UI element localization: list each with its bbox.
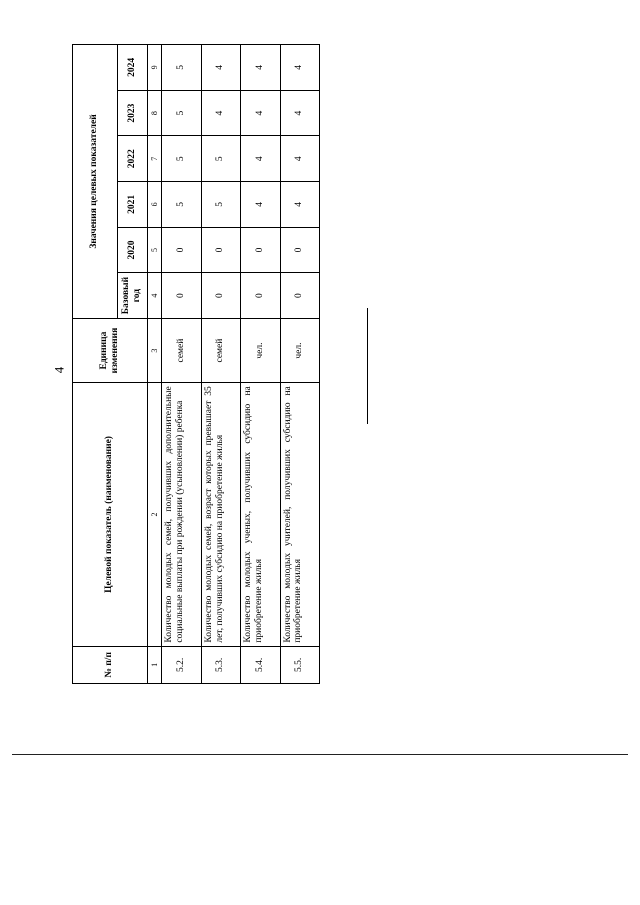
row-value: 4 <box>241 90 280 136</box>
table-row <box>241 45 280 684</box>
column-number: 6 <box>147 182 162 228</box>
row-unit: семей <box>162 318 201 382</box>
row-value: 5 <box>201 182 240 228</box>
row-name: Количество молодых семей, возраст которых превышает 35 лет, получивших субсидию на приобретение жилья <box>201 383 240 646</box>
column-number: 2 <box>147 383 162 646</box>
header-row <box>73 45 118 684</box>
row-value: 0 <box>241 273 280 319</box>
page-number: 4 <box>51 366 67 374</box>
header-year: 2024 <box>117 45 147 91</box>
row-value: 4 <box>241 182 280 228</box>
target-indicators-table <box>72 44 320 684</box>
row-value: 4 <box>280 182 320 228</box>
row-unit: семей <box>201 318 240 382</box>
table-row <box>162 45 201 684</box>
column-number: 8 <box>147 90 162 136</box>
row-value: 0 <box>162 227 201 273</box>
row-value: 4 <box>201 90 240 136</box>
row-value: 0 <box>280 227 320 273</box>
row-value: 4 <box>241 136 280 182</box>
target-indicators-table-container <box>72 44 320 684</box>
column-number: 7 <box>147 136 162 182</box>
column-number: 4 <box>147 273 162 319</box>
row-value: 5 <box>201 136 240 182</box>
row-num: 5.3. <box>201 646 240 683</box>
separator-rule <box>367 308 368 424</box>
header-values-group: Значения целевых показателей <box>73 45 118 319</box>
row-value: 5 <box>162 182 201 228</box>
row-value: 0 <box>280 273 320 319</box>
table-row <box>280 45 320 684</box>
row-value: 0 <box>162 273 201 319</box>
row-name: Количество молодых ученых, получивших субсидию на приобретение жилья <box>241 383 280 646</box>
row-name: Количество молодых семей, получивших дополнительные социальные выплаты при рождении (усыновлении) ребенка <box>162 383 201 646</box>
row-unit: чел. <box>280 318 320 382</box>
row-name: Количество молодых учителей, получивших субсидию на приобретение жилья <box>280 383 320 646</box>
header-num: № п/п <box>73 646 148 683</box>
header-year: 2023 <box>117 90 147 136</box>
header-name: Целевой показатель (наименование) <box>73 383 148 646</box>
header-unit: Единица изменения <box>73 318 148 382</box>
row-num: 5.5. <box>280 646 320 683</box>
row-value: 0 <box>201 227 240 273</box>
row-value: 5 <box>162 45 201 91</box>
header-year: 2020 <box>117 227 147 273</box>
row-value: 0 <box>201 273 240 319</box>
row-value: 5 <box>162 90 201 136</box>
column-number: 1 <box>147 646 162 683</box>
table-row <box>201 45 240 684</box>
row-unit: чел. <box>241 318 280 382</box>
column-number: 9 <box>147 45 162 91</box>
header-year: 2021 <box>117 182 147 228</box>
header-base-year: Базовый год <box>117 273 147 319</box>
column-number: 5 <box>147 227 162 273</box>
row-value: 4 <box>280 90 320 136</box>
page-divider-line <box>12 754 628 755</box>
row-value: 4 <box>241 45 280 91</box>
row-value: 4 <box>280 136 320 182</box>
row-value: 4 <box>201 45 240 91</box>
header-year: 2022 <box>117 136 147 182</box>
column-number: 3 <box>147 318 162 382</box>
column-numbers-row <box>147 45 162 684</box>
row-num: 5.2. <box>162 646 201 683</box>
row-value: 4 <box>280 45 320 91</box>
row-value: 5 <box>162 136 201 182</box>
row-num: 5.4. <box>241 646 280 683</box>
row-value: 0 <box>241 227 280 273</box>
